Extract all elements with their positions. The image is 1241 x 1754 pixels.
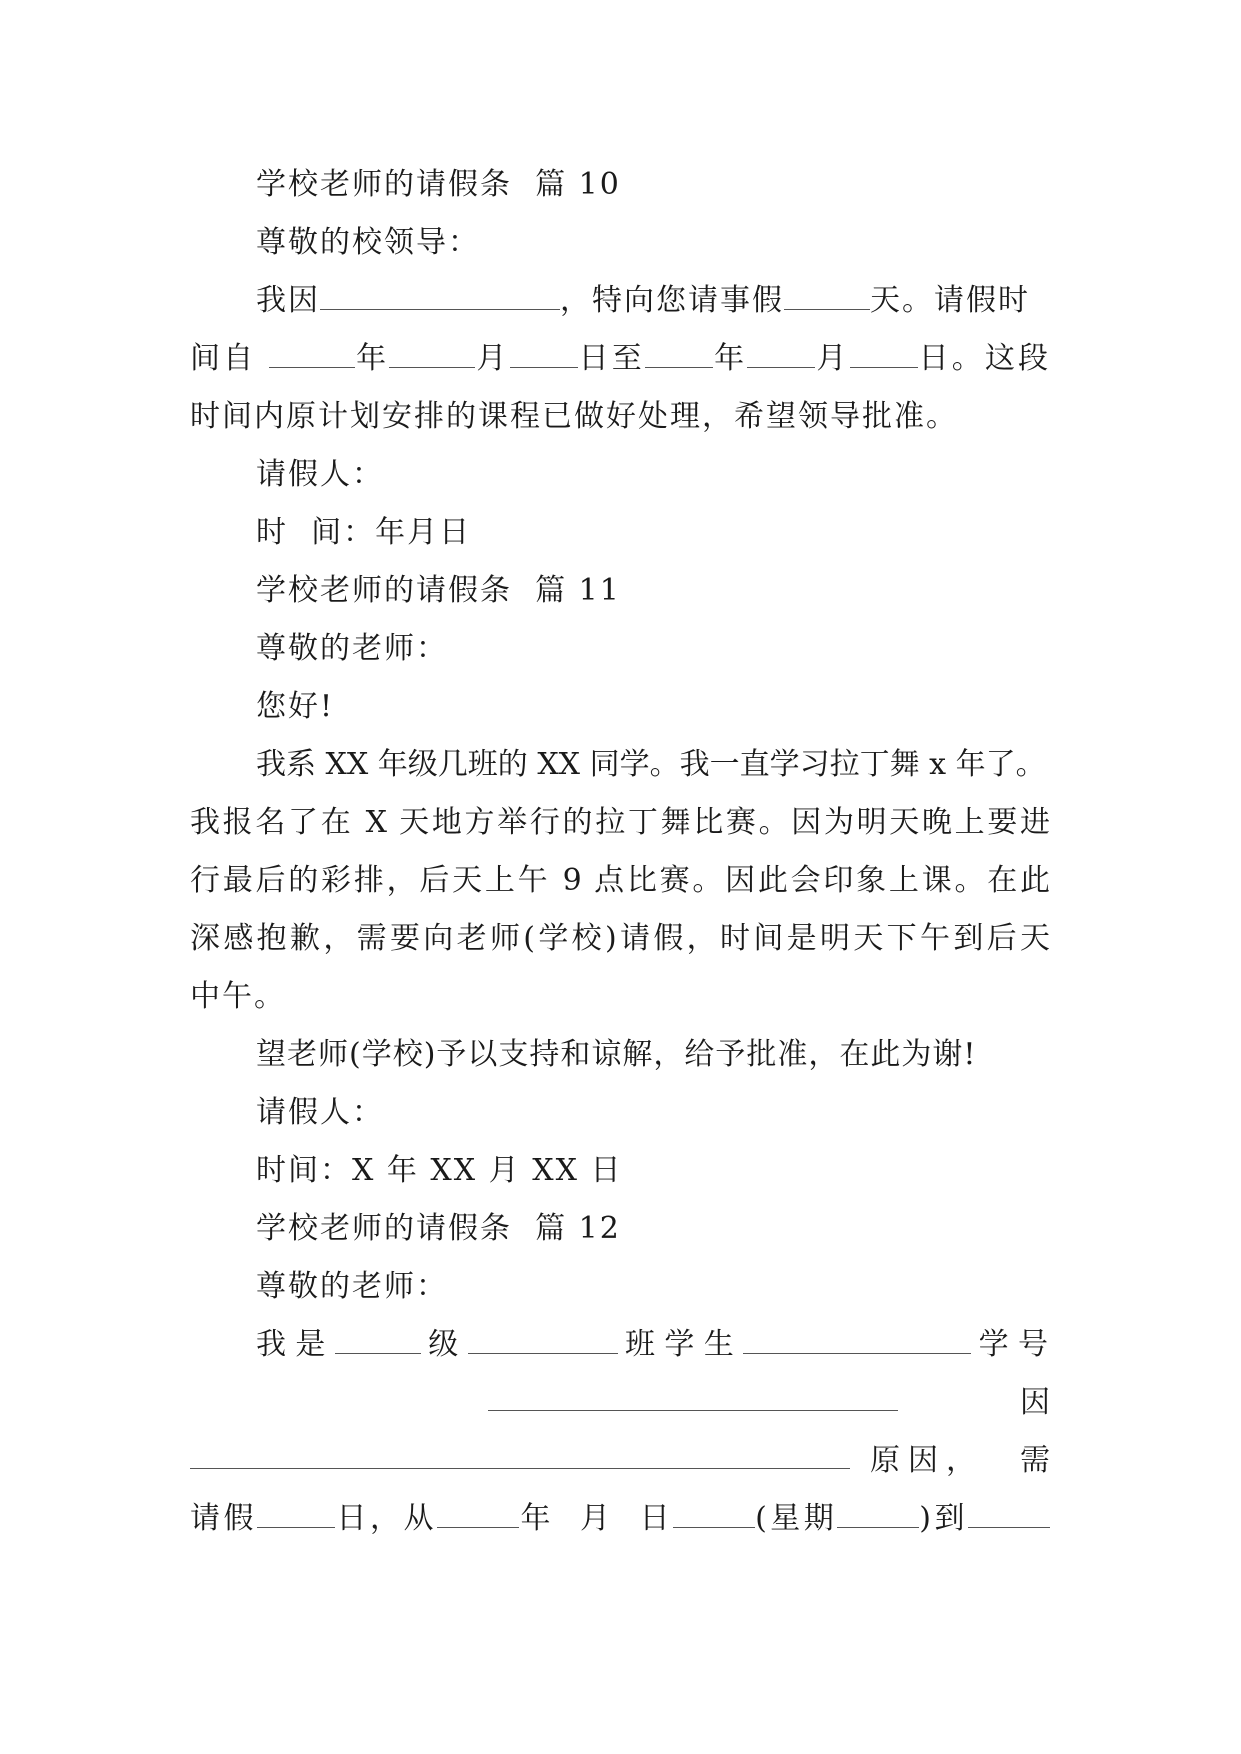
- date-line: 时间：X 年 XX 月 XX 日: [256, 1153, 623, 1188]
- date-line: 时 间：年月日: [256, 515, 472, 550]
- section-heading-11: 学校老师的请假条 篇 11: [256, 573, 621, 608]
- paragraph-line: 中午。: [190, 979, 286, 1014]
- section-heading-10: 学校老师的请假条 篇 10: [256, 167, 621, 202]
- paragraph-line: 因: [1020, 1385, 1050, 1420]
- salutation: 尊敬的校领导：: [256, 225, 480, 260]
- applicant-label: 请假人：: [256, 457, 384, 492]
- paragraph-line: 我因 ，特向您请事假 天。请假时: [256, 283, 1030, 318]
- paragraph-line: 我系 XX 年级几班的 XX 同学。我一直学习拉丁舞 x 年了。: [256, 747, 1046, 782]
- paragraph-line: 行最后的彩排，后天上午 9 点比赛。因此会印象上课。在此: [190, 863, 1050, 898]
- greeting: 您好!: [256, 689, 335, 724]
- salutation: 尊敬的老师：: [256, 631, 448, 666]
- paragraph-line: 间自 年 月 日至 年 月 日。这段: [190, 341, 1051, 376]
- paragraph-line: 深感抱歉，需要向老师(学校)请假，时间是明天下午到后天: [190, 921, 1050, 956]
- paragraph-line: 我是 级 班学生 学号: [256, 1327, 1051, 1362]
- paragraph-line: 原因，: [870, 1443, 984, 1478]
- paragraph-line: 时间内原计划安排的课程已做好处理，希望领导批准。: [190, 399, 958, 434]
- salutation: 尊敬的老师：: [256, 1269, 448, 1304]
- section-heading-12: 学校老师的请假条 篇 12: [256, 1211, 621, 1246]
- paragraph-line: 需: [1020, 1443, 1050, 1478]
- paragraph-line: 请假 日，从 年 月 日 (星期 )到: [190, 1499, 1050, 1539]
- paragraph-line: 望老师(学校)予以支持和谅解，给予批准，在此为谢!: [256, 1037, 977, 1072]
- paragraph-line: 我报名了在 X 天地方举行的拉丁舞比赛。因为明天晚上要进: [190, 805, 1050, 840]
- applicant-label: 请假人：: [256, 1095, 384, 1130]
